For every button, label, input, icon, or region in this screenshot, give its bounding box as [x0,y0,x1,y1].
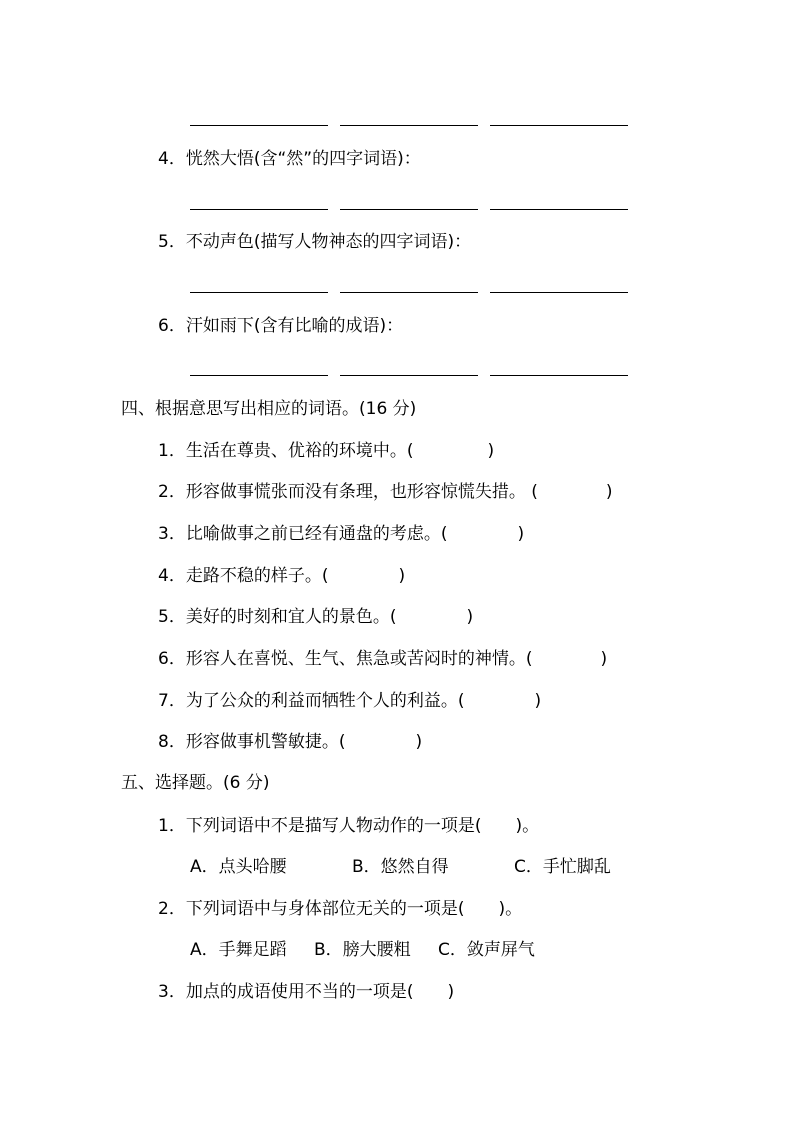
option-c[interactable]: C．敛声屏气 [438,940,535,960]
item-number: 6． [158,316,186,336]
answer-blanks [190,209,630,211]
options-row [190,856,611,878]
item-number: 7． [158,691,186,711]
item-number: 6． [158,649,186,669]
options-row [190,939,535,961]
item-number: 5． [158,232,186,252]
answer-blank[interactable] [190,209,328,210]
answer-blank[interactable] [340,209,478,210]
part3-item-6 [158,315,403,337]
section4-item [158,731,422,753]
answer-blank[interactable] [490,375,628,376]
answer-blank[interactable] [340,375,478,376]
item-number: 3． [158,524,186,544]
item-number: 2． [158,899,186,919]
section4-item [158,606,473,628]
item-number: 1． [158,441,186,461]
answer-blank[interactable] [490,125,628,126]
section4-item [158,523,524,545]
question-text: 下列词语中与身体部位无关的一项是( )。 [185,899,523,919]
close-paren: ) [534,691,542,711]
question-text: 下列词语中不是描写人物动作的一项是( )。 [185,816,540,836]
option-b[interactable]: B．悠然自得 [352,857,449,877]
option-c[interactable]: C．手忙脚乱 [514,857,611,877]
answer-blank[interactable] [190,292,328,293]
answer-blanks [190,125,630,127]
section5-question-3 [158,981,454,1003]
item-text: 恍然大悟(含“然”的四字词语)： [185,149,421,169]
answer-blank[interactable] [490,209,628,210]
part3-item-5 [158,231,471,253]
answer-blank[interactable] [340,125,478,126]
item-text: 比喻做事之前已经有通盘的考虑。( [185,524,448,544]
section4-item [158,690,541,712]
item-text: 美好的时刻和宜人的景色。( [185,607,397,627]
close-paren: ) [600,649,608,669]
section5-question-2 [158,898,522,920]
section5-question-1 [158,815,539,837]
item-text: 不动声色(描写人物神态的四字词语)： [185,232,472,252]
item-text: 走路不稳的样子。( [185,566,329,586]
section4-item [158,440,494,462]
item-number: 8． [158,732,186,752]
item-number: 5． [158,607,186,627]
item-text: 形容做事机警敏捷。( [185,732,346,752]
part3-item-4 [158,148,421,170]
section4-item [158,481,613,503]
section4-item [158,565,405,587]
close-paren: ) [487,441,495,461]
answer-blanks [190,292,630,294]
item-text: 生活在尊贵、优裕的环境中。( [185,441,414,461]
item-number: 4． [158,149,186,169]
answer-blank[interactable] [190,125,328,126]
option-a[interactable]: A．手舞足蹈 [190,940,287,960]
close-paren: ) [415,732,423,752]
close-paren: ) [517,524,525,544]
section-4-title: 四、根据意思写出相应的词语。(16 分) [121,399,417,419]
item-number: 1． [158,816,186,836]
option-b[interactable]: B．膀大腰粗 [314,940,411,960]
close-paren: ) [605,482,613,502]
close-paren: ) [398,566,406,586]
answer-blank[interactable] [490,292,628,293]
item-number: 4． [158,566,186,586]
item-text: 为了公众的利益而牺牲个人的利益。( [185,691,465,711]
item-number: 3． [158,982,186,1002]
item-text: 形容人在喜悦、生气、焦急或苦闷时的神情。( [185,649,533,669]
answer-blank[interactable] [340,292,478,293]
item-number: 2． [158,482,186,502]
question-text: 加点的成语使用不当的一项是( ) [185,982,455,1002]
answer-blanks [190,375,630,377]
close-paren: ) [466,607,474,627]
section4-item [158,648,607,670]
item-text: 汗如雨下(含有比喻的成语)： [185,316,404,336]
section-5-title: 五、选择题。(6 分) [121,773,270,793]
answer-blank[interactable] [190,375,328,376]
item-text: 形容做事慌张而没有条理，也形容惊慌失措。 ( [185,482,538,502]
option-a[interactable]: A．点头哈腰 [190,857,287,877]
